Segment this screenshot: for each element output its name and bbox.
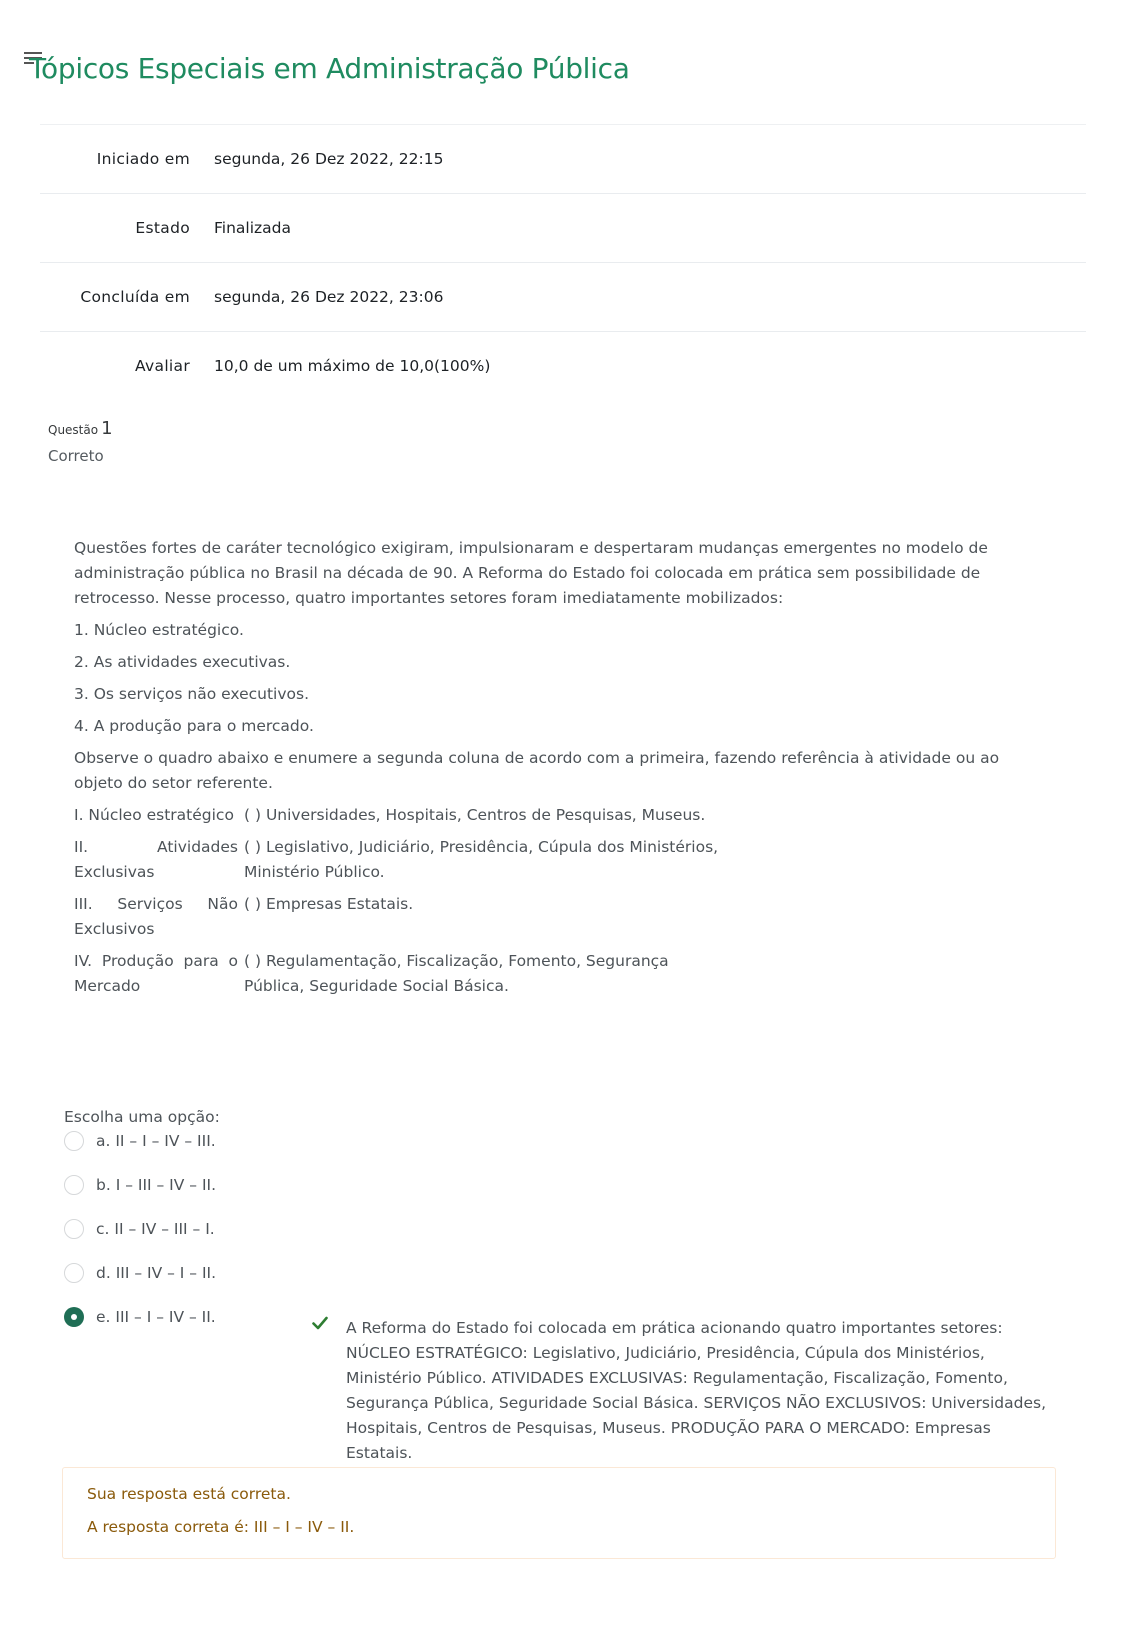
question-info	[48, 418, 113, 465]
summary-value: segunda, 26 Dez 2022, 22:15	[214, 125, 1086, 194]
matching-right-cell: ( ) Universidades, Hospitais, Centros de Pesquisas, Museus.	[244, 806, 706, 824]
answer-option-a[interactable]	[64, 1129, 216, 1153]
question-number	[48, 418, 113, 439]
question-intro: Questões fortes de caráter tecnológico exigiram, impulsionaram e despertaram mudanças emergentes no modelo de administração pública no Brasil na década de 90. A Reforma do Estado foi colocada em prática sem possibilidade de retrocesso. Nesse processo, quatro importantes setores foram imediatamente mobilizados:	[74, 539, 988, 607]
matching-left-cell: IV. Produção para o Mercado	[74, 952, 238, 995]
answer-feedback: A Reforma do Estado foi colocada em prática acionando quatro importantes setores: NÚCLEO ESTRATÉGICO: Legislativo, Judiciário, Presidência, Cúpula dos Ministérios, Ministério Público. ATIVIDADES EXCLUSIVAS: Regulamentação, Fiscalização, Fomento, Segurança Pública, Seguridade Social Básica. SERVIÇOS NÃO EXCLUSIVOS: Universidades, Hospitais, Centros de Pesquisas, Museus. PRODUÇÃO PARA O MERCADO: Empresas Estatais.	[346, 1319, 1046, 1462]
radio-button[interactable]	[64, 1219, 84, 1239]
radio-button[interactable]	[64, 1175, 84, 1195]
attempt-summary-table	[40, 124, 1086, 400]
summary-label: Estado	[40, 194, 214, 263]
summary-label: Concluída em	[40, 263, 214, 332]
outcome-box	[62, 1467, 1056, 1559]
check-icon	[312, 1316, 328, 1330]
summary-row-grade	[40, 332, 1086, 401]
matching-right-cell: ( ) Regulamentação, Fiscalização, Fomento, Segurança Pública, Seguridade Social Básica.	[244, 952, 669, 995]
course-title: Tópicos Especiais em Administração Pública	[29, 52, 630, 85]
matching-left-cell: III. Serviços Não Exclusivos	[74, 895, 238, 938]
summary-label: Avaliar	[40, 332, 214, 401]
answer-option-label: d. III – IV – I – II.	[96, 1264, 217, 1282]
answer-option-b[interactable]	[64, 1173, 216, 1197]
matching-right-cell: ( ) Empresas Estatais.	[244, 895, 414, 913]
radio-button-checked[interactable]	[64, 1307, 84, 1327]
radio-button[interactable]	[64, 1131, 84, 1151]
matching-table	[74, 803, 1034, 999]
summary-value: 10,0 de um máximo de 10,0(100%)	[214, 332, 1086, 401]
answer-option-label: e. III – I – IV – II.	[96, 1308, 216, 1326]
question-number-value: 1	[101, 418, 113, 439]
question-text	[74, 536, 1034, 999]
outcome-status: Sua resposta está correta.	[87, 1485, 291, 1503]
question-item: 1. Núcleo estratégico.	[74, 621, 244, 639]
summary-value: Finalizada	[214, 194, 1086, 263]
question-state: Correto	[48, 447, 104, 465]
choose-option-label: Escolha uma opção:	[64, 1108, 220, 1126]
question-item: 2. As atividades executivas.	[74, 653, 291, 671]
matching-right-cell: ( ) Legislativo, Judiciário, Presidência, Cúpula dos Ministérios, Ministério Público.	[244, 838, 719, 881]
question-item: 3. Os serviços não executivos.	[74, 685, 310, 703]
answer-option-label: c. II – IV – III – I.	[96, 1220, 215, 1238]
answer-option-c[interactable]	[64, 1217, 215, 1241]
answer-option-e[interactable]	[64, 1305, 216, 1329]
summary-row-state	[40, 194, 1086, 263]
radio-button[interactable]	[64, 1263, 84, 1283]
summary-row-completed	[40, 263, 1086, 332]
question-item: 4. A produção para o mercado.	[74, 717, 314, 735]
matching-left-cell: II. Atividades Exclusivas	[74, 838, 238, 881]
summary-row-started	[40, 125, 1086, 194]
matching-left-cell: I. Núcleo estratégico	[74, 806, 234, 824]
answer-option-label: a. II – I – IV – III.	[96, 1132, 216, 1150]
question-instruction: Observe o quadro abaixo e enumere a segunda coluna de acordo com a primeira, fazendo referência à atividade ou ao objeto do setor referente.	[74, 749, 1000, 792]
answer-option-d[interactable]	[64, 1261, 216, 1285]
answer-option-label: b. I – III – IV – II.	[96, 1176, 217, 1194]
summary-label: Iniciado em	[40, 125, 214, 194]
correct-answer: A resposta correta é: III – I – IV – II.	[87, 1518, 355, 1536]
summary-value: segunda, 26 Dez 2022, 23:06	[214, 263, 1086, 332]
question-label: Questão	[48, 423, 99, 437]
